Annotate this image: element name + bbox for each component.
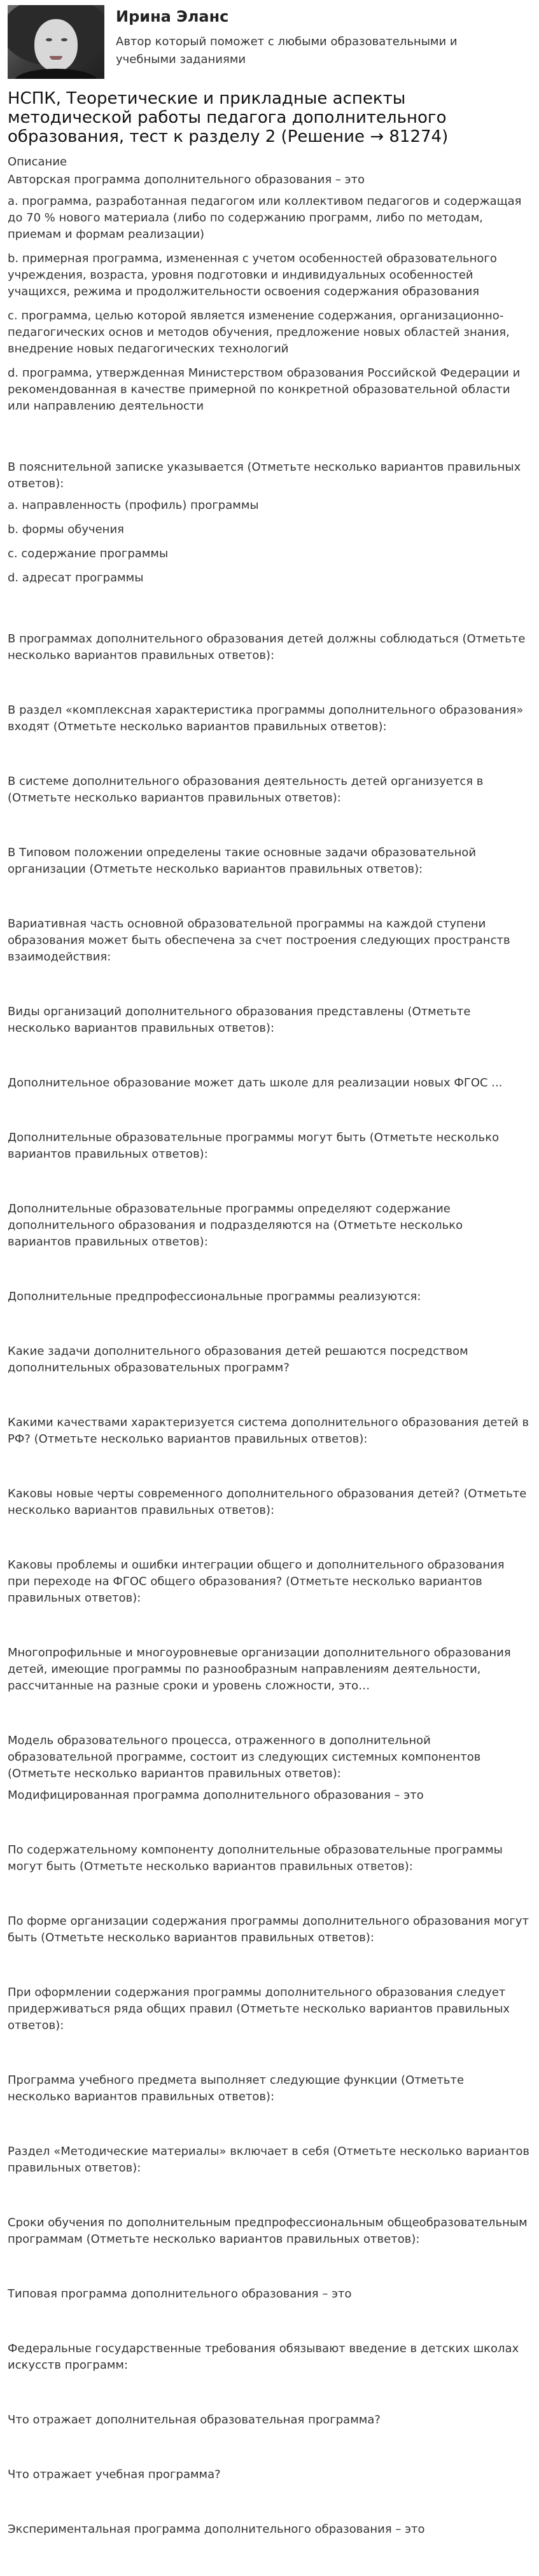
question-text: Модифицированная программа дополнительного образования – это bbox=[8, 1789, 424, 1802]
question-text: Что отражает дополнительная образовательная программа? bbox=[8, 2413, 381, 2427]
question-text: Что отражает учебная программа? bbox=[8, 2468, 221, 2481]
avatar-shoulders bbox=[14, 69, 98, 79]
page-title: НСПК, Теоретические и прикладные аспекты методической работы педагога дополнительного образования, тест к разделу 2 (Решение → 81274) bbox=[8, 89, 449, 146]
avatar-face bbox=[34, 19, 78, 71]
avatar-eye-right bbox=[61, 38, 67, 41]
question-text: Программа учебного предмета выполняет следующие функции (Отметьте несколько вариантов правильных ответов): bbox=[8, 2074, 465, 2103]
question-text: Сроки обучения по дополнительным предпрофессиональным общеобразовательным программам (Отметьте несколько вариантов правильных ответов): bbox=[8, 2216, 528, 2246]
author-header bbox=[8, 5, 531, 79]
question-text: При оформлении содержания программы дополнительного образования следует придерживаться ряда общих правил (Отметьте несколько вариантов правильных ответов): bbox=[8, 1986, 510, 2032]
question-text: Дополнительные образовательные программы могут быть (Отметьте несколько вариантов правильных ответов): bbox=[8, 1131, 500, 1161]
author-description: Автор который поможет с любыми образовательными и учебными заданиями bbox=[116, 35, 458, 66]
answer-option: c. содержание программы bbox=[8, 547, 169, 560]
question-text: Федеральные государственные требования обязывают введение в детских школах искусств программ: bbox=[8, 2342, 519, 2372]
question-text: Каковы новые черты современного дополнительного образования детей? (Отметьте несколько вариантов правильных ответов): bbox=[8, 1487, 527, 1517]
question-text: Экспериментальная программа дополнительного образования – это bbox=[8, 2523, 425, 2536]
test-content bbox=[8, 172, 529, 2576]
answer-option: b. примерная программа, измененная с учетом особенностей образовательного учреждения, возраста, уровня подготовки и индивидуальных особенностей учащихся, режима и продолжительности освоения содержания образования bbox=[8, 252, 497, 298]
author-name[interactable]: Ирина Эланс bbox=[116, 8, 229, 25]
question-text: По содержательному компоненту дополнительные образовательные программы могут быть (Отметьте несколько вариантов правильных ответов): bbox=[8, 1843, 503, 1873]
question-text: Каковы проблемы и ошибки интеграции общего и дополнительного образования при переходе на ФГОС общего образования? (Отметьте несколько вариантов правильных ответов): bbox=[8, 1558, 505, 1605]
answer-option: c. программа, целью которой является изменение содержания, организационно-педагогических основ и методов обучения, предложение новых областей знания, внедрение новых педагогических технологий bbox=[8, 309, 510, 356]
question-text: Раздел «Методические материалы» включает в себя (Отметьте несколько вариантов правильных ответов): bbox=[8, 2145, 529, 2175]
question-text: Дополнительные предпрофессиональные программы реализуются: bbox=[8, 1290, 421, 1303]
question-text: Многопрофильные и многоуровневые организации дополнительного образования детей, имеющие программы по разнообразным направлениям деятельности, рассчитанные на разные сроки и уровень сложности, это… bbox=[8, 1646, 511, 1693]
question-text: Дополнительное образование может дать школе для реализации новых ФГОС ... bbox=[8, 1076, 503, 1090]
avatar-eye-left bbox=[46, 38, 52, 41]
question-text: Какими качествами характеризуется система дополнительного образования детей в РФ? (Отметьте несколько вариантов правильных ответов): bbox=[8, 1416, 529, 1446]
answer-option: d. программа, утвержденная Министерством образования Российской Федерации и рекомендованная в качестве примерной по конкретной образовательной области или направлению деятельности bbox=[8, 366, 521, 413]
description-label: Описание bbox=[8, 155, 67, 169]
author-avatar[interactable] bbox=[8, 5, 104, 79]
question-text: Дополнительные образовательные программы определяют содержание дополнительного образования и подразделяются на (Отметьте несколько вариантов правильных ответов): bbox=[8, 1202, 463, 1249]
answer-option: a. программа, разработанная педагогом или коллективом педагогов и содержащая до 70 % нового материала (либо по содержанию программ, либо по методам, приемам и формам реализации) bbox=[8, 195, 522, 241]
question-text: Вариативная часть основной образовательной программы на каждой ступени образования может быть обеспечена за счет построения следующих пространств взаимодействия: bbox=[8, 917, 510, 964]
answer-option: b. формы обучения bbox=[8, 523, 124, 536]
question-text: Виды организаций дополнительного образования представлены (Отметьте несколько вариантов правильных ответов): bbox=[8, 1005, 471, 1035]
question-text: В Типовом положении определены такие основные задачи образовательной организации (Отметьте несколько вариантов правильных ответов): bbox=[8, 846, 477, 876]
question-text: В раздел «комплексная характеристика программы дополнительного образования» входят (Отметьте несколько вариантов правильных ответов): bbox=[8, 703, 524, 733]
avatar-mouth bbox=[50, 56, 62, 60]
question-text: По форме организации содержания программы дополнительного образования могут быть (Отметьте несколько вариантов правильных ответов): bbox=[8, 1915, 529, 1944]
question-text: В системе дополнительного образования деятельность детей организуется в (Отметьте несколько вариантов правильных ответов): bbox=[8, 775, 484, 805]
answer-option: d. адресат программы bbox=[8, 571, 144, 585]
question-text: В пояснительной записке указывается (Отметьте несколько вариантов правильных ответов): bbox=[8, 460, 521, 490]
question-text: Типовая программа дополнительного образования – это bbox=[8, 2287, 352, 2301]
question-text: Авторская программа дополнительного образования – это bbox=[8, 173, 365, 186]
question-text: В программах дополнительного образования детей должны соблюдаться (Отметьте несколько вариантов правильных ответов): bbox=[8, 632, 526, 662]
question-text: Модель образовательного процесса, отраженного в дополнительной образовательной программе, состоит из следующих системных компонентов (Отметьте несколько вариантов правильных ответов): bbox=[8, 1734, 481, 1780]
question-text: Какие задачи дополнительного образования детей решаются посредством дополнительных образовательных программ? bbox=[8, 1345, 468, 1375]
answer-option: a. направленность (профиль) программы bbox=[8, 499, 259, 512]
